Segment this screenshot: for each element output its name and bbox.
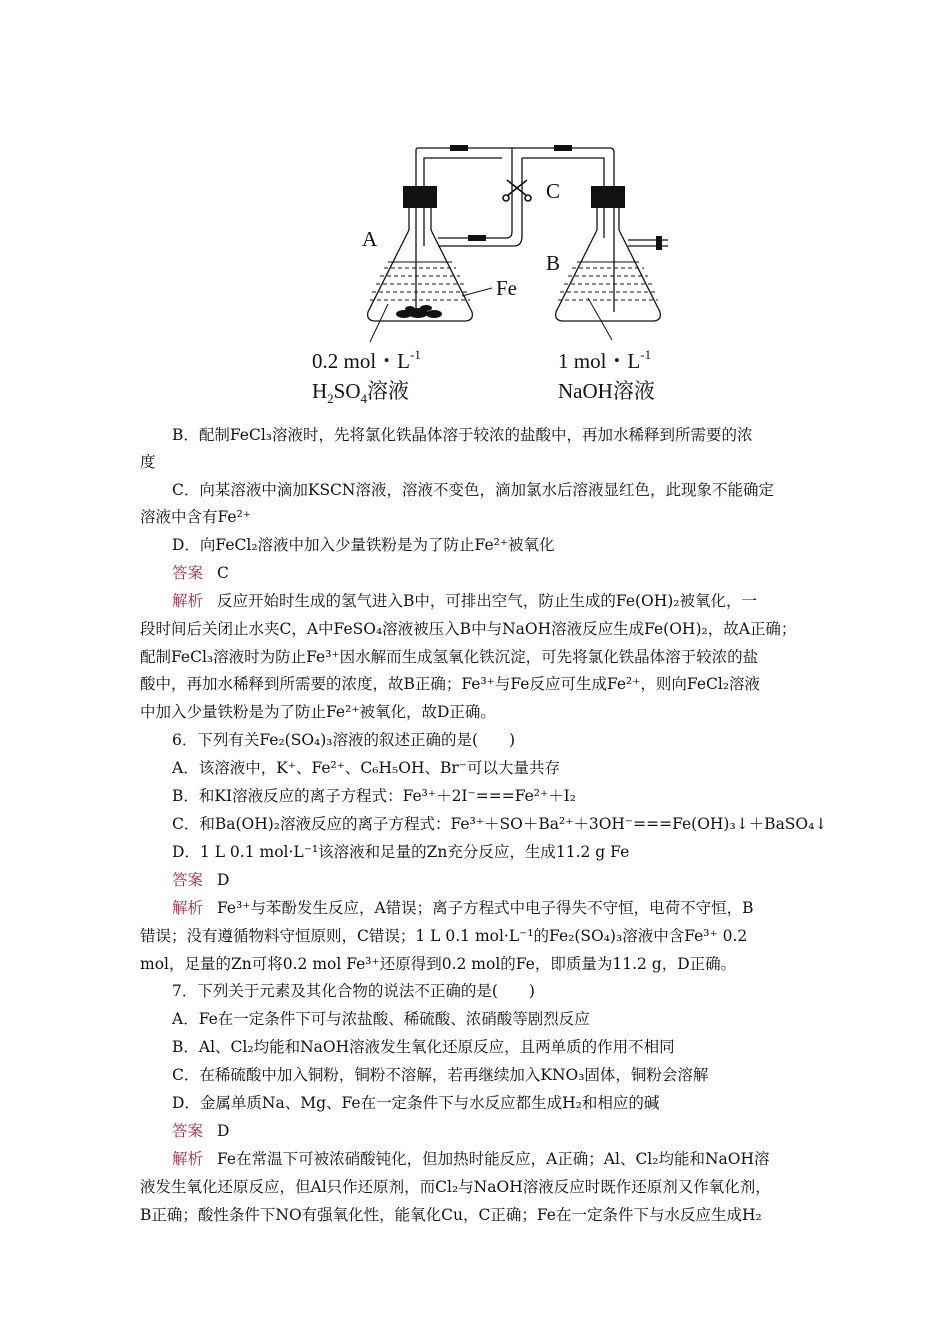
q6-option-c: C．和Ba(OH)₂溶液反应的离子方程式：Fe³⁺＋SO＋Ba²⁺＋3OH⁻===Fe(OH)₃↓＋BaSO₄↓ xyxy=(172,815,828,833)
right-solution-name: NaOH溶液 xyxy=(558,379,655,403)
answer-value: C xyxy=(217,564,229,582)
answer-label: 答案 xyxy=(172,871,204,889)
label-c: C xyxy=(546,179,561,203)
option-b-line1: B．配制FeCl₃溶液时，先将氯化铁晶体溶于较浓的盐酸中，再加水稀释到所需要的浓 xyxy=(172,426,753,444)
question-7: 7．下列关于元素及其化合物的说法不正确的是( ) xyxy=(172,982,535,1000)
joint-right xyxy=(554,145,572,151)
q7-option-d: D．金属单质Na、Mg、Fe在一定条件下与水反应都生成H₂和相应的碱 xyxy=(172,1094,660,1112)
answer-label: 答案 xyxy=(172,1122,204,1140)
analysis-q6-line3: mol，足量的Zn可将0.2 mol Fe³⁺还原得到0.2 mol的Fe，即质量为11.2 g，D正确。 xyxy=(140,955,737,973)
answer-label: 答案 xyxy=(172,564,204,582)
answer-q7: 答案 D xyxy=(172,1122,230,1140)
q7-option-b: B．Al、Cl₂均能和NaOH溶液发生氧化还原反应，且两单质的作用不相同 xyxy=(172,1038,675,1056)
stopper-a xyxy=(403,186,437,208)
q7-option-c: C．在稀硫酸中加入铜粉，铜粉不溶解，若再继续加入KNO₃固体，铜粉会溶解 xyxy=(172,1066,709,1084)
side-arm-clip xyxy=(656,236,662,250)
label-fe: Fe xyxy=(496,276,517,300)
option-d: D．向FeCl₂溶液中加入少量铁粉是为了防止Fe²⁺被氧化 xyxy=(172,536,555,554)
joint-bottom xyxy=(468,235,486,241)
analysis-q7-line2: 液发生氧化还原反应，但Al只作还原剂，而Cl₂与NaOH溶液反应时既作还原剂又作氧化剂， xyxy=(140,1178,771,1196)
analysis-q6-line1: 解析 Fe³⁺与苯酚发生反应，A错误；离子方程式中电子得失不守恒，电荷不守恒，B xyxy=(172,899,754,917)
option-c-line2: 溶液中含有Fe²⁺ xyxy=(140,508,251,526)
analysis-label: 解析 xyxy=(172,899,204,917)
label-b: B xyxy=(546,251,561,275)
analysis-q6-line2: 错误；没有遵循物料守恒原则，C错误；1 L 0.1 mol·L⁻¹的Fe₂(SO₄)₃溶液中含Fe³⁺ 0.2 xyxy=(140,927,748,945)
stopper-b xyxy=(591,186,625,208)
analysis-q5-line1: 解析 反应开始时生成的氢气进入B中，可排出空气，防止生成的Fe(OH)₂被氧化，一 xyxy=(172,592,758,610)
label-a: A xyxy=(362,227,378,251)
q7-option-a: A．Fe在一定条件下可与浓盐酸、稀硫酸、浓硝酸等剧烈反应 xyxy=(172,1010,590,1028)
option-c-line1: C．向某溶液中滴加KSCN溶液，溶液不变色，滴加氯水后溶液显红色，此现象不能确定 xyxy=(172,481,774,499)
analysis-q5-line5: 中加入少量铁粉是为了防止Fe²⁺被氧化，故D正确。 xyxy=(140,703,496,721)
option-b-line2: 度 xyxy=(140,453,156,471)
q6-option-b: B．和KI溶液反应的离子方程式：Fe³⁺＋2I⁻===Fe²⁺＋I₂ xyxy=(172,787,577,805)
answer-q5 xyxy=(172,560,852,586)
left-solution-name: $H_2SO_4$溶液 xyxy=(312,379,410,406)
analysis-label: 解析 xyxy=(172,592,204,610)
analysis-q7-line1: 解析 Fe在常温下可被浓硝酸钝化，但加热时能反应，A正确；Al、Cl₂均能和NaOH溶 xyxy=(172,1150,770,1168)
q6-option-d: D．1 L 0.1 mol·L⁻¹该溶液和足量的Zn充分反应，生成11.2 g Fe xyxy=(172,843,630,861)
right-solution-concentration: 1 mol・$L^{-1}$ xyxy=(558,347,652,373)
analysis-q5-line3: 配制FeCl₃溶液时为防止Fe³⁺因水解而生成氢氧化铁沉淀，可先将氯化铁晶体溶于较浓的盐 xyxy=(140,648,759,666)
analysis-label: 解析 xyxy=(172,1150,204,1168)
answer-q6: 答案 D xyxy=(172,871,230,889)
joint-left xyxy=(450,145,468,151)
left-solution-concentration: 0.2 mol・$L^{-1}$ xyxy=(312,347,421,373)
analysis-q7-line3: B正确；酸性条件下NO有强氧化性，能氧化Cu，C正确；Fe在一定条件下与水反应生成H₂ xyxy=(140,1206,762,1224)
analysis-q5-line2: 段时间后关闭止水夹C，A中FeSO₄溶液被压入B中与NaOH溶液反应生成Fe(OH)₂，故A正确； xyxy=(140,620,797,638)
question-6: 6．下列有关Fe₂(SO₄)₃溶液的叙述正确的是( ) xyxy=(172,731,516,749)
analysis-q5-line4: 酸中，再加水稀释到所需要的浓度，故B正确；Fe³⁺与Fe反应可生成Fe²⁺，则向FeCl₂溶液 xyxy=(140,675,761,693)
apparatus-diagram xyxy=(292,128,688,410)
q6-option-a: A．该溶液中，K⁺、Fe²⁺、C₆H₅OH、Br⁻可以大量共存 xyxy=(172,759,560,777)
